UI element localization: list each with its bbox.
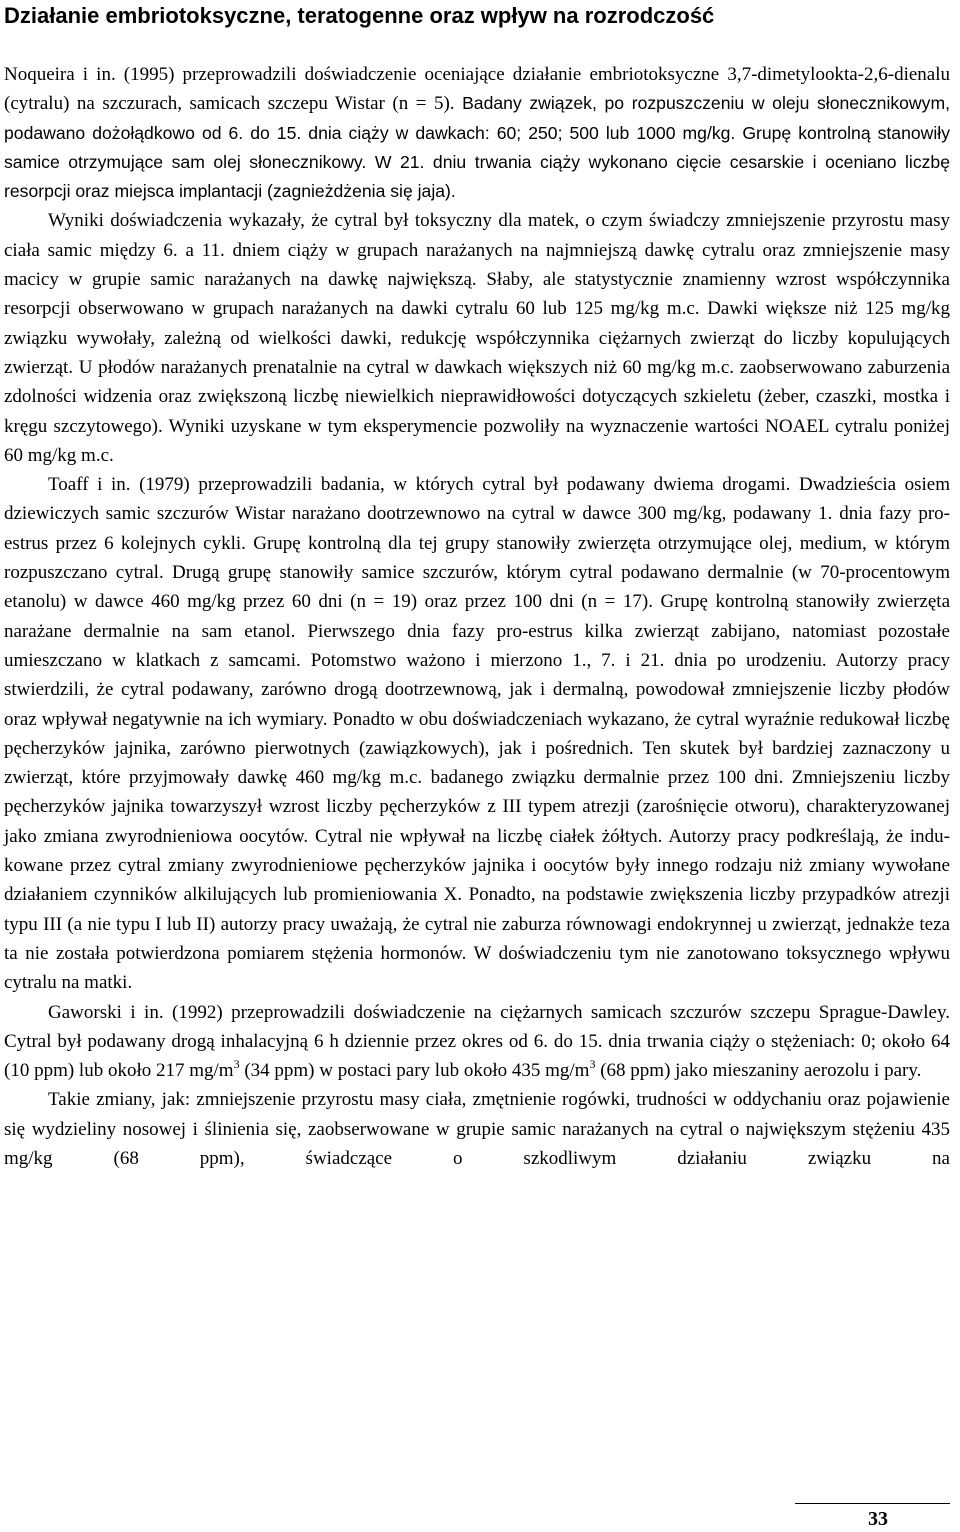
paragraph-gaworski-part-2: (34 ppm) w postaci pary lub około 435 mg/m [239, 1060, 590, 1082]
document-body [4, 60, 950, 1173]
paragraph-toaff: Toaff i in. (1979) przeprowadzili badania, w których cytral był podawany dwiema drogami. Dwadzieścia osiem dziewiczych samic szczurów Wistar narażano dootrzewnowo na cytral w dawce 300 mg/kg, podawany 1. dnia fazy pro-estrus przez 6 kolejnych cykli. Grupę kontrolną dla tej grupy stanowiły zwierzęta otrzymujące olej, medium, w którym rozpuszczano cytral. Drugą grupę stanowiły samice szczurów, którym cytral podawano dermalnie (w 70-procentowym etanolu) w dawce 460 mg/kg przez 60 dni (n = 19) oraz przez 100 dni (n = 17). Grupę kontrolną stanowiły zwierzęta narażane dermalnie na sam etanol. Pierwszego dnia fazy pro-estrus kilka zwierząt zabijano, natomiast pozostałe umieszczano w klatkach z samcami. Potomstwo ważono i mierzono 1., 7. i 21. dnia po urodzeniu. Autorzy pracy stwierdzili, że cytral podawany, zarówno drogą dootrzewnową, jak i dermalną, powodował zmniejszenie liczby płodów oraz wpływał negatywnie na ich wymiary. Ponadto w obu doświadczeniach wykazano, że cytral wyraźnie redukował liczbę pęcherzyków jajnika, zarówno pierwotnych (zawiązkowych), jak i pośrednich. Ten skutek był bardziej zaznaczony u zwierząt, które przyjmowały dawkę 460 mg/kg m.c. badanego związku dermalnie przez 100 dni. Zmniejszeniu liczby pęcherzyków jajnika towarzyszył wzrost liczby pęcherzyków z III typem atrezji (zarośnięcie otworu), charakteryzowanej jako zmiana zwyrodnieniowa oocytów. Cytral nie wpływał na liczbę ciałek żółtych. Autorzy pracy podkreślają, że indukowane przez cytral zmiany zwyrodnieniowe pęcherzyków jajnika i oocytów były innego rodzaju niż zmiany wywołane działaniem czynników alkilujących lub promieniowania X. Ponadto, na podstawie zwiększenia liczby przypadków atrezji typu III (a nie typu I lub II) autorzy pracy uważają, że cytral nie zaburza równowagi endokrynnej u zwierząt, jednakże teza ta nie została potwierdzona pomiarem stężenia hormonów. W doświadczeniu tym nie zanotowano toksycznego wpływu cytralu na matki. [4, 474, 950, 994]
superscript-3: 3 [233, 1056, 240, 1071]
footer-rule [795, 1503, 950, 1504]
paragraph-results: Wyniki doświadczenia wykazały, że cytral był toksyczny dla matek, o czym świadczy zmniejszenie przyrostu masy ciała samic między 6. a 11. dniem ciąży w grupach narażanych na najmniejszą dawkę cytralu oraz zmniejszenie masy macicy w grupie samic narażanych na dawkę największą. Słaby, ale statystycznie znamienny wzrost współczynnika resorpcji obserwowano w grupach narażanych na dawki cytralu 60 lub 125 mg/kg m.c. Dawki większe niż 125 mg/kg związku wywołały, zależną od wielkości dawki, redukcję współczynnika ciężarnych zwierząt do liczby kopulujących zwierząt. U płodów narażanych prenatalnie na cytral w dawkach większych niż 60 mg/kg m.c. zaobserwowano zaburzenia zdolności widzenia oraz zwiększoną liczbę niewielkich nieprawidłowości dotyczących szkieletu (żeber, czaszki, mostka i kręgu szczytowego). Wyniki uzyskane w tym eksperymencie pozwoliły na wyznaczenie wartości NOAEL cytralu poniżej 60 mg/kg m.c. [4, 210, 950, 466]
section-heading: Działanie embriotoksyczne, teratogenne oraz wpływ na rozrodczość [4, 3, 715, 28]
paragraph-noqueira [4, 60, 950, 206]
paragraph-noqueira-method: Badany związek, po rozpuszczeniu w oleju słonecznikowym, podawano dożołądkowo od 6. do 15. dnia ciąży w dawkach: 60; 250; 500 lub 1000 mg/kg. Grupę kontrolną stanowiły samice otrzymujące sam olej słonecznikowy. W 21. dniu trwania ciąży wykonano cięcie cesarskie i oceniano liczbę resorpcji oraz miejsca implantacji (zagnieżdżenia się jaja). [4, 93, 950, 202]
paragraph-noqueira-intro: Noqueira i in. (1995) przeprowadzili doświadczenie oceniające działanie embriotoksyczne 3,7-dimetylookta-2,6-dienalu (cytralu) na szczurach, samicach szczepu Wistar (n = 5). [4, 64, 950, 115]
paragraph-gaworski-part-3: (68 ppm) jako mieszaniny aerozolu i pary. [595, 1060, 922, 1082]
paragraph-gaworski [4, 998, 950, 1086]
paragraph-gaworski-part-1: Gaworski i in. (1992) przeprowadzili doświadczenie na ciężarnych samicach szczurów szczepu Sprague-Dawley. Cytral był podawany drogą inhalacyjną 6 h dziennie przez okres od 6. do 15. dnia trwania ciąży o stężeniach: 0; około 64 (10 ppm) lub około 217 mg/m [4, 1001, 950, 1082]
paragraph-changes: Takie zmiany, jak: zmniejszenie przyrostu masy ciała, zmętnienie rogówki, trudności w oddychaniu oraz pojawienie się wydzieliny nosowej i ślinienia się, zaobserwowane w grupie samic narażanych na cytral o największym stężeniu 435 mg/kg (68 ppm), świadczące o szkodliwym działaniu związku na [4, 1089, 950, 1169]
superscript-3: 3 [589, 1056, 596, 1071]
page-number: 33 [868, 1508, 888, 1530]
